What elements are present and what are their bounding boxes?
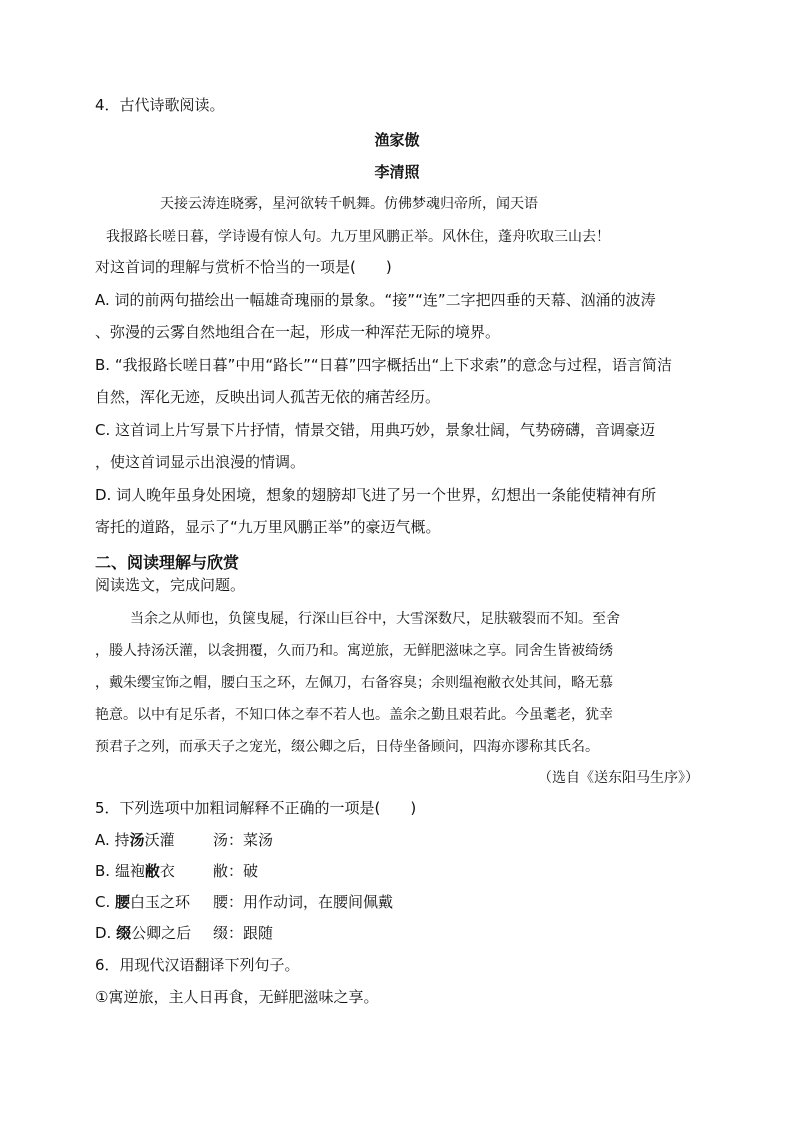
question-6-item-1: ①寓逆旅，主人日再食，无鲜肥滋味之享。	[95, 988, 379, 1006]
passage-line-1: 当余之从师也，负箧曳屣，行深山巨谷中，大雪深数尺，足肤皲裂而不知。至舍	[130, 611, 620, 627]
passage-line-3: ，戴朱缨宝饰之帽，腰白玉之环，左佩刀，右备容臭；余则缊袍敝衣处其间，略无慕	[95, 675, 613, 691]
section-2-instruction: 阅读选文，完成问题。	[95, 576, 246, 594]
q5-option-a: A. 持汤沃灌 汤：菜汤	[95, 831, 274, 849]
bold-word: 缀	[116, 924, 132, 942]
gloss: 腰：用作动词，在腰间佩戴	[213, 893, 394, 911]
section-2-heading: 二、阅读理解与欣赏	[95, 553, 240, 572]
gloss: 缀：跟随	[213, 924, 274, 942]
question-6-stem: 6．用现代汉语翻译下列句子。	[95, 956, 300, 974]
poem-line-2: 我报路长嗟日暮，学诗谩有惊人句。九万里风鹏正举。风休住，蓬舟吹取三山去！	[106, 229, 610, 245]
option-c-line-2: ，使这首词显示出浪漫的情调。	[95, 453, 306, 471]
bold-word: 敝	[144, 862, 160, 880]
option-d-line-2: 寄托的道路，显示了“九万里风鹏正举”的豪迈气概。	[95, 518, 441, 536]
passage-line-2: ，媵人持汤沃灌，以衾拥覆，久而乃和。寓逆旅，无鲜肥滋味之享。同舍生皆被绮绣	[95, 643, 613, 659]
passage-line-4: 艳意。以中有足乐者，不知口体之奉不若人也。盖余之勤且艰若此。今虽耄老，犹幸	[95, 707, 613, 723]
passage-source: （选自《送东阳马生序》）	[538, 770, 699, 786]
poem-title: 渔家傲	[374, 131, 420, 149]
bold-word: 腰	[115, 893, 131, 911]
gloss: 汤：菜汤	[213, 831, 274, 849]
passage-line-5: 预君子之列，而承天子之宠光，缀公卿之后，日侍坐备顾问，四海亦谬称其氏名。	[95, 739, 599, 755]
option-a-line-1: A. 词的前两句描绘出一幅雄奇瑰丽的景象。“接”“连”二字把四垂的天幕、汹涌的波涛	[95, 291, 656, 309]
poem-line-1: 天接云涛连晓雾，星河欲转千帆舞。仿佛梦魂归帝所，闻天语	[160, 196, 538, 212]
option-c-line-1: C. 这首词上片写景下片抒情，情景交错，用典巧妙，景象壮阔，气势磅礴，音调豪迈	[95, 421, 656, 439]
gloss: 敝：破	[213, 862, 259, 880]
option-a-line-2: 、弥漫的云雾自然地组合在一起，形成一种浑茫无际的境界。	[95, 323, 501, 341]
option-d-line-1: D. 词人晚年虽身处困境，想象的翅膀却飞进了另一个世界，幻想出一条能使精神有所	[95, 486, 657, 504]
q5-option-c: C. 腰白玉之环 腰：用作动词，在腰间佩戴	[95, 893, 394, 911]
option-b-line-2: 自然，浑化无迹，反映出词人孤苦无依的痛苦经历。	[95, 388, 441, 406]
bold-word: 汤	[129, 831, 145, 849]
q5-option-b: B. 缊袍敝衣 敝：破	[95, 862, 259, 880]
poem-author: 李清照	[374, 163, 420, 181]
option-b-line-1: B. “我报路长嗟日暮”中用“路长”“日暮”四字概括出“上下求索”的意念与过程，语言简洁	[95, 356, 672, 374]
q5-option-d: D. 缀公卿之后 缀：跟随	[95, 924, 274, 942]
question-4-heading: 4．古代诗歌阅读。	[95, 96, 225, 114]
question-5-stem: 5．下列选项中加粗词解释不正确的一项是( )	[95, 799, 417, 817]
question-4-stem: 对这首词的理解与赏析不恰当的一项是( )	[95, 258, 392, 276]
